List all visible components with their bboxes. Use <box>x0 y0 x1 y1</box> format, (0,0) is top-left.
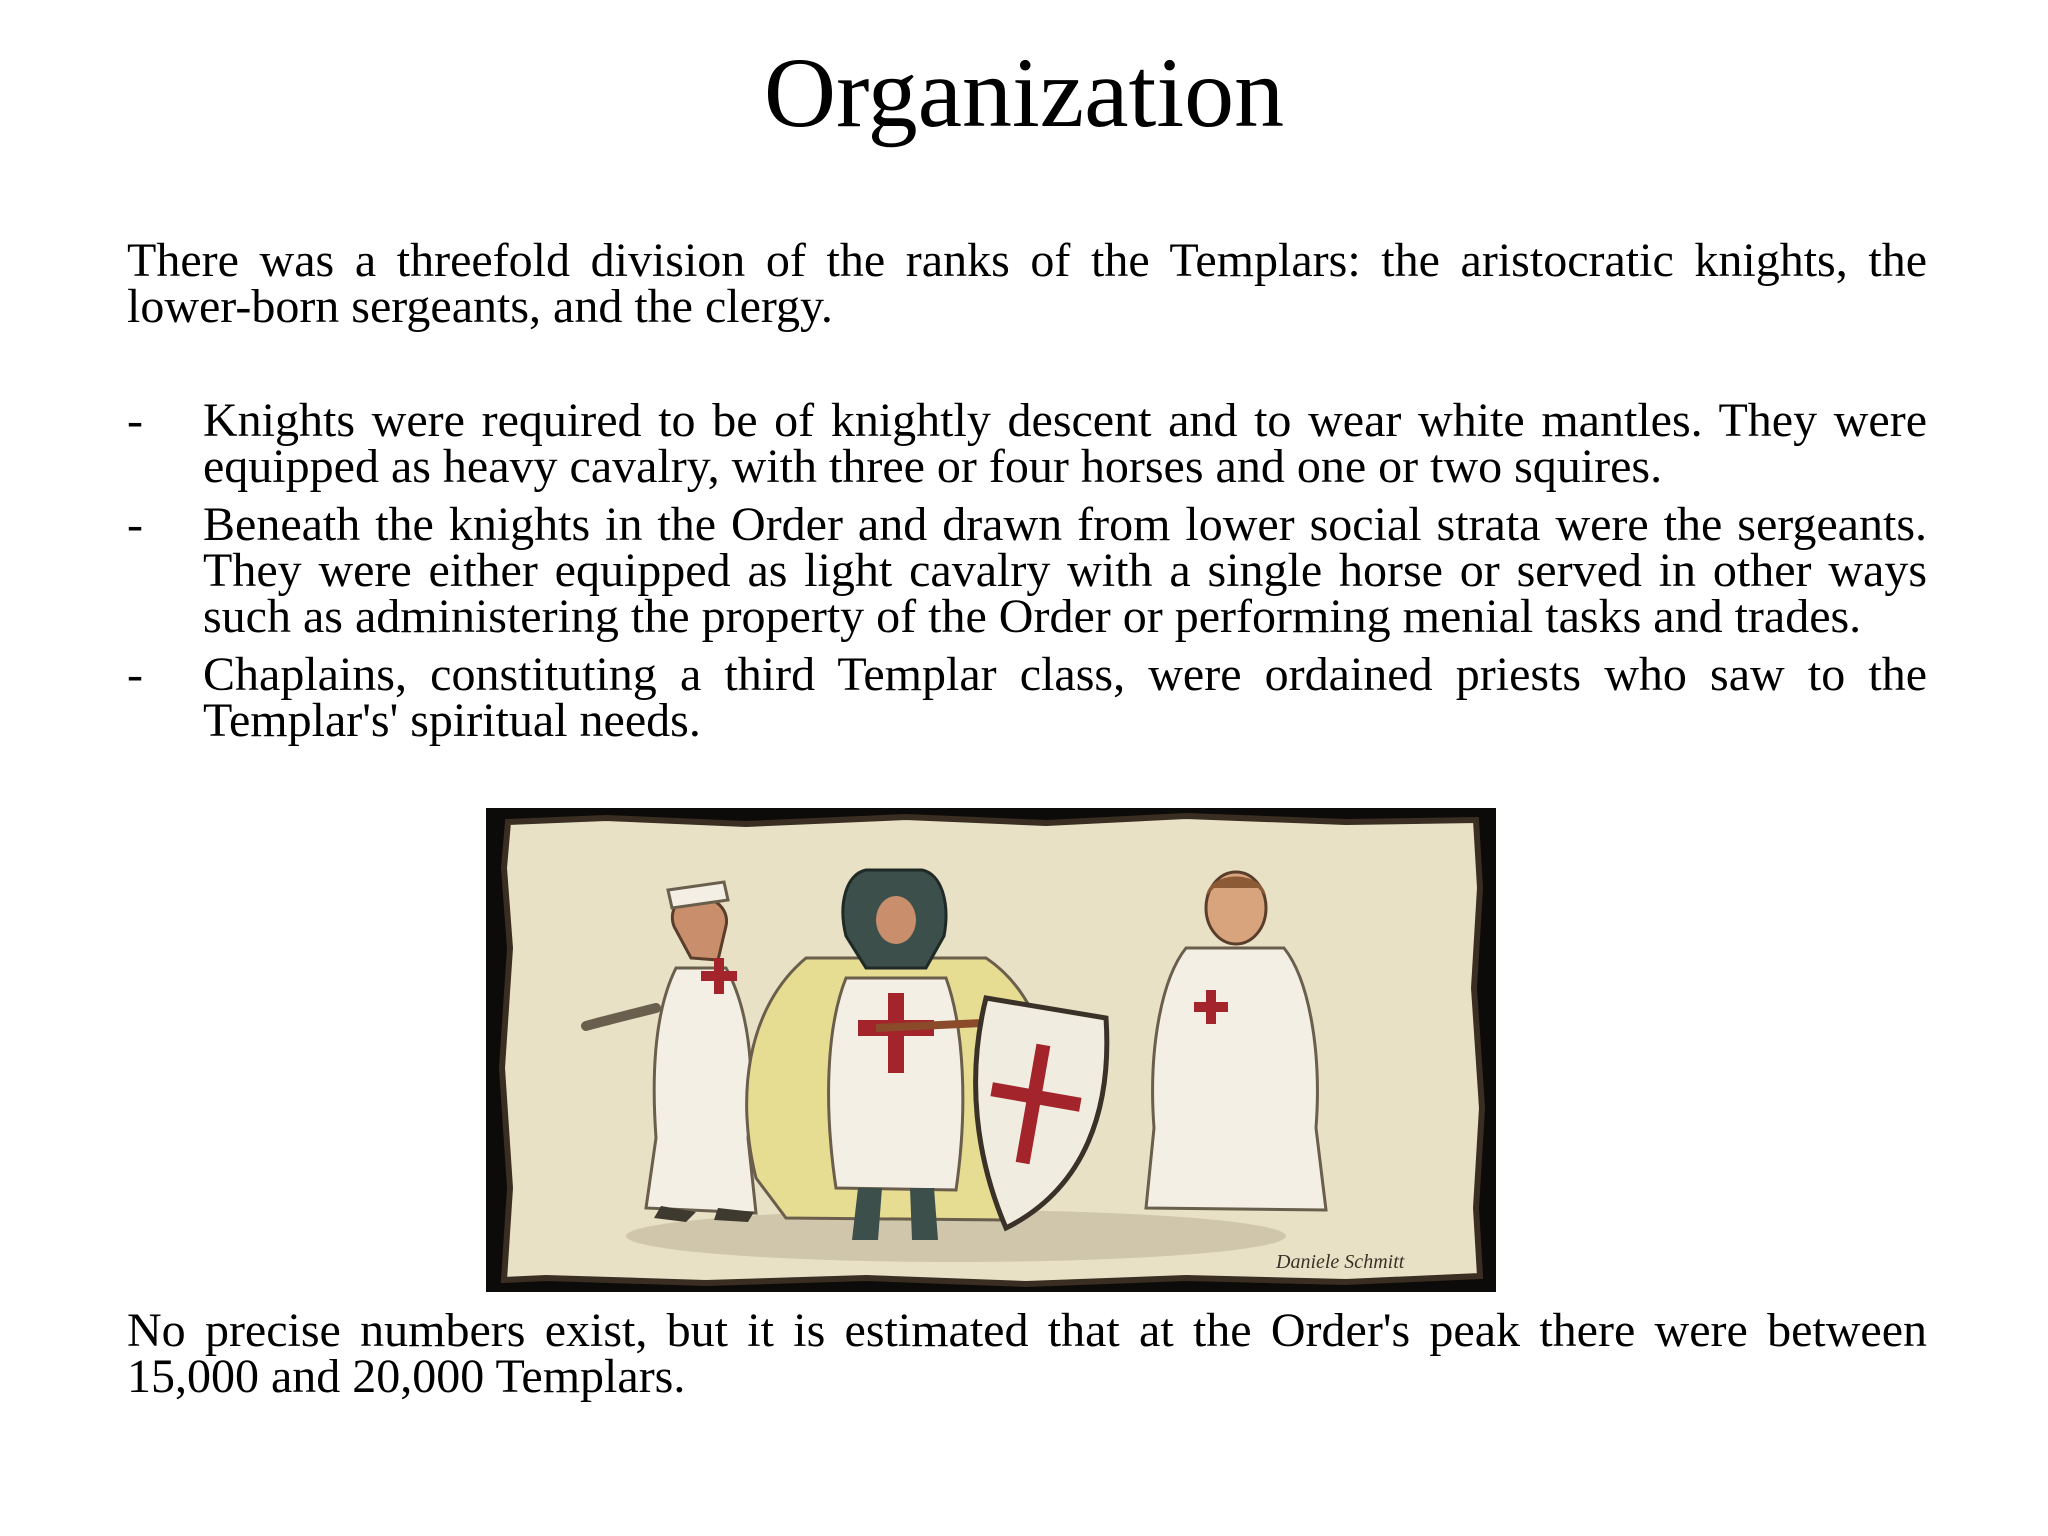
artist-signature: Daniele Schmitt <box>1276 1251 1405 1273</box>
intro-paragraph: There was a threefold division of the ranks of the Templars: the aristocratic knights, the lower-born sergeants, and the clergy. <box>127 234 1927 333</box>
templar-illustration <box>486 808 1496 1292</box>
bullet-dash: - <box>127 648 143 701</box>
ranks-list <box>127 394 1927 756</box>
list-item-text: Beneath the knights in the Order and drawn from lower social strata were the sergeants. They were either equipped as light cavalry with a single horse or served in other ways such as administering the property of the Order or performing menial tasks and trades. <box>203 498 1927 643</box>
list-item-knights <box>127 394 1927 493</box>
bullet-dash: - <box>127 498 143 551</box>
templar-illustration-art <box>486 808 1496 1292</box>
bullet-dash: - <box>127 394 143 447</box>
list-item-sergeants <box>127 498 1927 643</box>
slide-title: Organization <box>763 37 1285 148</box>
list-item-text: Chaplains, constituting a third Templar class, were ordained priests who saw to the Templar's' spiritual needs. <box>203 648 1927 747</box>
list-item-chaplains <box>127 648 1927 747</box>
list-item-text: Knights were required to be of knightly descent and to wear white mantles. They were equipped as heavy cavalry, with three or four horses and one or two squires. <box>203 394 1927 493</box>
closing-paragraph: No precise numbers exist, but it is estimated that at the Order's peak there were between 15,000 and 20,000 Templars. <box>127 1304 1927 1403</box>
